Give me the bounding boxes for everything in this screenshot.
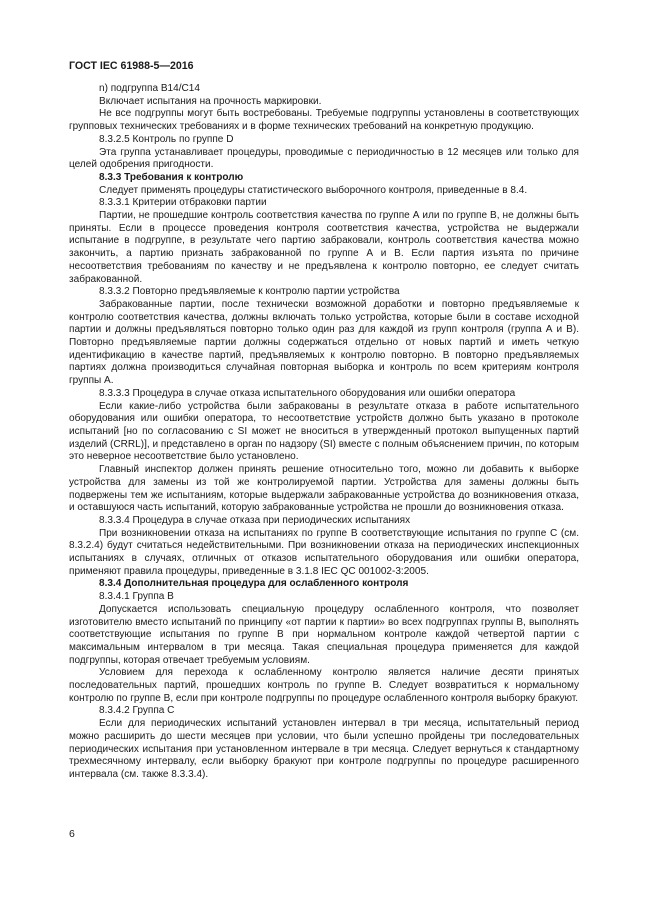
paragraph-lot-rejection: Партии, не прошедшие контроль соответствия качества по группе А или по группе В, не должны быть приняты. Если в процессе проведения контроля соответствия качества, устройства не выдержали испытание в подгруппе, в результате чего партию забраковали, контроль соответствия качества можно закончить, а партию признать забракованной по группе А и В. Если партия изъята по причине несоответствия требованиям по качеству и не предъявлена к контролю повторно, ее следует считать забракованной. [69,210,579,285]
heading-8-3-3-4: 8.3.3.4 Процедура в случае отказа при периодических испытаниях [99,514,411,526]
heading-8-3-3-2: 8.3.3.2 Повторно предъявляемые к контролю партии устройства [99,286,400,298]
paragraph-periodic-failure: При возникновении отказа на испытаниях по группе В соответствующие испытания по группе С (см. 8.3.2.4) будут считаться недействительными. При возникновении отказа на периодических инспекционных испытаниях в случаях, отличных от отказов испытательного оборудования или ошибки оператора, применяют правила процедуры, приведенные в 3.1.8 IEC QC 001002-3:2005. [69,527,579,577]
paragraph-subgroup-b14: n) подгруппа В14/С14 [99,83,200,94]
heading-8-3-3-1: 8.3.3.1 Критерии отбраковки партии [99,197,267,209]
page-body [69,83,579,782]
paragraph-reduced-inspection: Допускается использовать специальную процедуру ослабленного контроля, что позволяет изготовителю вместо испытаний по принципу «от партии к партии» во всех подгруппах группы В, выполнять соответствующие испытания по группе В при нормальном контроле каждой четвертой партии с максимальным интервалом в три месяца. Такая специальная процедура применяется для каждой подгруппы, которая отвечает требуемым условиям. [69,603,579,666]
heading-8-3-4-1: 8.3.4.1 Группа В [99,591,174,603]
heading-8-3-3: 8.3.3 Требования к контролю [99,171,244,183]
heading-8-3-4: 8.3.4 Дополнительная процедура для ослабленного контроля [99,578,409,590]
heading-8-3-4-2: 8.3.4.2 Группа С [99,705,175,717]
paragraph-marking-tests: Включает испытания на прочность маркировки. [99,95,322,107]
paragraph-chief-inspector: Главный инспектор должен принять решение относительно того, можно ли добавить к выборке устройства для замены из той же контролируемой партии. Устройства для замены должны быть подвержены тем же испытаниям, которые выдержали забракованные устройства до возникновения отказа, и оставшуюся часть испытаний, которую забракованные устройства не прошли до возникновения отказа. [69,464,579,514]
paragraph-resubmitted-lots: Забракованные партии, после технически возможной доработки и повторно предъявляемые к контролю соответствия качества, должны включать только устройства, которые были в составе исходной партии и должны предъявляться повторно только один раз для каждой из групп контроля (группа А и В). Повторно предъявляемые партии должны содержаться отдельно от новых партий и иметь четкую идентификацию в качестве партий, предъявляемых к контролю повторно. В повторно предъявляемых партиях должна производиться случайная повторная выборка и контроль по всем критериям контроля группы А. [69,298,579,387]
document-content [69,83,579,782]
heading-8-3-3-3: 8.3.3.3 Процедура в случае отказа испытательного оборудования или ошибки оператора [99,387,516,399]
paragraph-equipment-failure: Если какие-либо устройства были забракованы в результате отказа в работе испытательного оборудования или ошибки оператора, то несоответствие устройств должно быть указано в протоколе испытаний [но по согласованию с SI может не вноситься в утвержденный протокол выпущенных партий изделий (CRRL)], и представлено в орган по надзору (SI) вместе с полным объяснением причин, по которым это неверное несоответствие было установлено. [69,400,579,463]
paragraph-statistical-control: Следует применять процедуры статистического выборочного контроля, приведенные в 8.4. [99,184,528,196]
paragraph-group-c-interval: Если для периодических испытаний установлен интервал в три месяца, испытательный период можно расширить до шести месяцев при условии, что были успешно пройдены три последовательных периодических испытания при установленном интервале в три месяца. Следует вернуться к стандартному трехмесячному интервалу, если выборку бракуют при контроле подгруппы по процедуре расширенного интервала (см. также 8.3.3.4). [69,718,579,780]
paragraph-switch-conditions: Условием для перехода к ослабленному контролю является наличие десяти принятых последовательных партий, прошедших контроль по группе В. Следует возвратиться к нормальному контролю по группе В, если при контроле подгруппы по процедуре ослабленного контроля выборку бракуют. [69,667,579,704]
paragraph-group-d: Эта группа устанавливает процедуры, проводимые с периодичностью в 12 месяцев или только для целей одобрения пригодности. [69,146,579,171]
page-number: 6 [69,828,75,840]
paragraph-subgroups-note: Не все подгруппы могут быть востребованы. Требуемые подгруппы установлены в соответствующих групповых технических требованиях и в форме технических требований на конкретную продукцию. [69,108,579,133]
document-header: ГОСТ IEC 61988-5—2016 [69,60,194,72]
heading-8-3-2-5: 8.3.2.5 Контроль по группе D [99,133,234,145]
